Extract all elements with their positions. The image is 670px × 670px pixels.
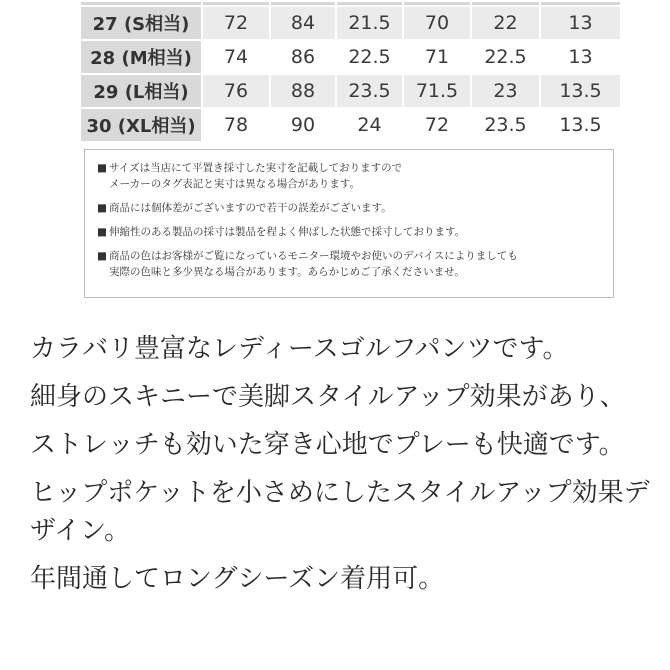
table-cell: 22.5 xyxy=(471,40,540,74)
note-line: メーカーのタグ表記と実寸は異なる場合があります。 xyxy=(109,178,360,190)
table-cell: 13.5 xyxy=(540,74,621,108)
square-bullet-icon: ■ xyxy=(97,250,107,262)
table-cell: 23.5 xyxy=(471,108,540,142)
description-paragraph: ストレッチも効いた穿き心地でプレーも快適です。 xyxy=(30,430,625,460)
description-paragraph: 年間通してロングシーズン着用可。 xyxy=(30,564,445,594)
size-label: 29 (L相当) xyxy=(80,74,202,108)
table-cell: 70 xyxy=(403,6,471,40)
description-paragraph: 細身のスキニーで美脚スタイルアップ効果があり、 xyxy=(30,382,626,412)
table-cell: 88 xyxy=(270,74,336,108)
notes-box xyxy=(84,149,614,298)
table-row xyxy=(80,6,621,40)
table-cell: 71 xyxy=(403,40,471,74)
table-cell: 23.5 xyxy=(336,74,403,108)
table-cell: 76 xyxy=(202,74,270,108)
note-line: 商品には個体差がございますので若干の誤差がございます。 xyxy=(109,202,392,214)
table-cell: 72 xyxy=(202,6,270,40)
description-paragraph: カラバリ豊富なレディースゴルフパンツです。 xyxy=(30,334,569,364)
table-cell: 84 xyxy=(270,6,336,40)
table-cell: 13 xyxy=(540,40,621,74)
table-row xyxy=(80,74,621,108)
note-item xyxy=(97,200,605,216)
description-paragraph: ヒップポケットを小さめにしたスタイルアップ効果デザイン。 xyxy=(30,478,650,546)
note-line: 伸縮性のある製品の採寸は製品を程よく伸ばした状態で採寸しております。 xyxy=(109,226,466,238)
note-line: サイズは当店にて平置き採寸した実寸を記載しておりますので xyxy=(109,162,403,174)
note-item xyxy=(97,248,605,280)
table-cell: 22.5 xyxy=(336,40,403,74)
square-bullet-icon: ■ xyxy=(97,202,107,214)
note-line: 実際の色味と多少異なる場合があります。あらかじめご了承くださいませ。 xyxy=(109,266,465,278)
table-cell: 78 xyxy=(202,108,270,142)
size-table xyxy=(79,0,622,143)
note-line: 商品の色はお客様がご覧になっているモニター環境やお使いのデバイスによりましても xyxy=(109,250,518,262)
table-cell: 72 xyxy=(403,108,471,142)
table-cell: 23 xyxy=(471,74,540,108)
table-cell: 13.5 xyxy=(540,108,621,142)
table-cell: 21.5 xyxy=(336,6,403,40)
size-label: 27 (S相当) xyxy=(80,6,202,40)
size-label: 28 (M相当) xyxy=(80,40,202,74)
table-cell: 22 xyxy=(471,6,540,40)
note-item xyxy=(97,160,605,192)
table-row xyxy=(80,108,621,142)
square-bullet-icon: ■ xyxy=(97,162,107,174)
table-cell: 24 xyxy=(336,108,403,142)
table-cell: 86 xyxy=(270,40,336,74)
table-row xyxy=(80,40,621,74)
note-item xyxy=(97,224,605,240)
table-cell: 13 xyxy=(540,6,621,40)
table-cell: 74 xyxy=(202,40,270,74)
table-cell: 71.5 xyxy=(403,74,471,108)
product-description xyxy=(30,330,650,608)
square-bullet-icon: ■ xyxy=(97,226,107,238)
table-cell: 90 xyxy=(270,108,336,142)
size-label: 30 (XL相当) xyxy=(80,108,202,142)
